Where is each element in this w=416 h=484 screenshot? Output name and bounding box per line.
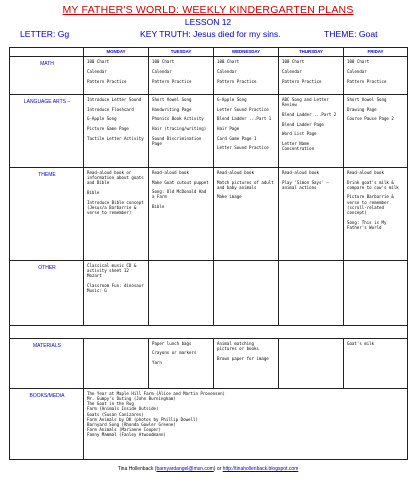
plan-entry: 100 Chart (87, 59, 110, 65)
book-item: Goats (Susan Canizares) (87, 411, 144, 417)
letter-label: LETTER: Gg (20, 29, 70, 39)
plan-entry: Pattern Practice (347, 78, 387, 84)
plan-entry: Bible (152, 204, 165, 209)
plan-entry: Blend Ladder ...Part 1 (217, 116, 272, 122)
row-label: BOOKS/MEDIA (10, 388, 84, 459)
day-header-monday: MONDAY (84, 48, 149, 57)
plan-cell (279, 95, 344, 168)
plan-entry: Introduce Flashcard (87, 106, 134, 112)
day-header-row (10, 48, 408, 57)
plan-entry: Read-aloud book (282, 170, 319, 176)
plan-cell (344, 260, 408, 325)
plan-entry: Letter Sound Practice (217, 145, 269, 151)
plan-entry: Pattern Practice (152, 78, 192, 84)
spacer-cell (10, 325, 408, 338)
row-label: THEME (10, 168, 84, 261)
plan-entry: Pattern Practice (87, 78, 127, 84)
book-item: Farm Animals by DK (photos by Phillip Dowell) (87, 416, 198, 422)
plan-entry: Phonics Book Activity (152, 116, 204, 122)
plan-entry: Drink goat's milk & compare to cow's milk (347, 179, 399, 190)
plan-cell (149, 338, 214, 388)
plan-entry: Picture Game Page (87, 125, 129, 131)
plan-cell (214, 260, 279, 325)
plan-entry: Word List Page (282, 131, 317, 137)
corner-cell (10, 48, 84, 57)
plan-entry: Read-aloud book (152, 170, 189, 176)
plan-cell (279, 168, 344, 261)
plan-entry: Short Vowel Song (347, 97, 387, 103)
plan-cell (279, 338, 344, 388)
plan-cell (84, 338, 149, 388)
plan-entry: Calendar (217, 69, 237, 75)
book-item: Farm Animals (Marianne Cooper) (87, 427, 161, 433)
day-header-friday: FRIDAY (344, 48, 408, 57)
row-label: OTHER (10, 260, 84, 325)
plan-entry: 100 Chart (152, 59, 175, 65)
plan-entry: Introduce Bible concept (Jesus/a Barbarrie & verse to remember) (87, 199, 144, 216)
plan-entry: Song: Old McDonald Had a Farm (152, 189, 207, 200)
plan-entry: Song: This is My Father's World (347, 219, 387, 230)
plan-entry: Letter Sound Practice (217, 106, 269, 112)
plan-entry: Short Vowel Song (152, 97, 192, 103)
plan-entry: Calendar (347, 69, 367, 75)
plan-row-4 (10, 338, 408, 388)
page-title: MY FATHER'S WORLD: WEEKLY KINDERGARTEN PLANS (62, 4, 354, 16)
plan-cell (344, 95, 408, 168)
plan-cell (149, 57, 214, 95)
plan-entry: Calendar (87, 69, 107, 75)
plan-cell (84, 168, 149, 261)
plan-entry: Calendar (282, 69, 302, 75)
plan-cell (149, 95, 214, 168)
plan-entry: Pattern Practice (282, 78, 322, 84)
theme-label: THEME: Goat (324, 29, 378, 39)
plan-cell (344, 57, 408, 95)
plan-entry: Read-aloud book or information about goats and Bible (87, 170, 144, 186)
page-header (0, 4, 416, 28)
plan-entry: Make image (217, 194, 242, 200)
plan-entry: Pattern Practice (217, 78, 257, 84)
footer-blog-link[interactable]: http://tinahollenback.blogspot.com (222, 466, 299, 472)
lesson-number: LESSON 12 (184, 17, 232, 27)
row-label: MATERIALS (10, 338, 84, 388)
book-item: Fanny Mammal (Fanley Atwoodmann) (87, 432, 166, 438)
plan-entry: G-Apple Song (217, 97, 247, 103)
day-header-thursday: THURSDAY (279, 48, 344, 57)
plan-cell (214, 338, 279, 388)
book-item: Farm (Animals Inside Outside) (87, 406, 159, 412)
day-header-tuesday: TUESDAY (149, 48, 214, 57)
plan-entry: Picture Barbarrie & verse to remember (scroll-related concept) (347, 194, 394, 216)
row-label: MATH (10, 57, 84, 95)
plan-entry: Match pictures of adult and baby animals (217, 179, 274, 190)
book-item: Barnyard Song (Rhonda Gowler Greene) (87, 421, 176, 427)
plan-entry: Crayons or markers (152, 350, 197, 356)
plan-cell (84, 260, 149, 325)
plan-cell (84, 57, 149, 95)
plan-entry: Goat's milk (347, 340, 375, 346)
plan-entry: Blend Ladder ...Part 2 (282, 111, 337, 117)
plan-entry: ABC Song and Letter Review (282, 97, 329, 108)
plan-row-2 (10, 168, 408, 261)
plan-entry: Hair Page (217, 125, 240, 131)
plan-entry: Yarn (152, 360, 162, 366)
plan-cell (214, 95, 279, 168)
plan-cell (279, 260, 344, 325)
info-line (8, 29, 408, 41)
plan-cell (84, 95, 149, 168)
plan-entry: Bible (87, 190, 100, 196)
plan-entry: Brown paper for image (217, 355, 269, 361)
row-label: LANGUAGE ARTS – (10, 95, 84, 168)
plan-cell (214, 168, 279, 261)
plan-row-3 (10, 260, 408, 325)
plan-entry: Handwriting Page (152, 106, 192, 112)
plan-entry: G-Apple Song (87, 116, 117, 122)
plan-entry: Classical music CD & activity sheet 12 Mozart (87, 262, 137, 278)
plan-entry: Read-aloud book (217, 170, 254, 176)
plan-row-0 (10, 57, 408, 95)
book-item: The Year at Maple Hill Farm (Alice and Martin Provensen) (87, 390, 226, 396)
footer-email-link[interactable]: barnyardangel@msn.com (156, 466, 214, 472)
spacer-row (10, 325, 408, 338)
plan-cell (279, 57, 344, 95)
plan-entry: Drawing Page (347, 106, 377, 112)
plan-entry: Tactile Letter Activity (87, 135, 144, 141)
plan-entry: Sound Discrimination Page (152, 135, 202, 146)
plan-entry: Letter Name Concentration (282, 140, 315, 151)
plan-entry: 100 Chart (347, 59, 370, 65)
plan-entry: Course Pause Page 2 (347, 116, 394, 122)
plan-entry: Animal matching pictures or books (217, 340, 259, 352)
books-row (10, 388, 408, 459)
plan-cell (344, 338, 408, 388)
day-header-wednesday: WEDNESDAY (214, 48, 279, 57)
plan-entry: Paper lunch bags (152, 340, 192, 346)
plan-cell (344, 168, 408, 261)
key-truth-label: KEY TRUTH: Jesus died for my sins. (140, 29, 281, 39)
footer-author: Tina Hollenback (117, 466, 154, 472)
footer: Tina Hollenback (barnyardangel@msn.com) or http://tinahollenback.blogspot.com (117, 466, 299, 472)
book-item: Mr. Gumpy's Outing (John Burningham) (87, 395, 176, 401)
plan-cell (214, 57, 279, 95)
footer-or: or (216, 466, 222, 472)
plan-entry: Introduce Letter Sound (87, 97, 142, 103)
plan-entry: 100 Chart (282, 59, 305, 65)
plan-cell (149, 260, 214, 325)
weekly-plan-table (9, 47, 408, 460)
plan-entry: Read-aloud book (347, 170, 384, 176)
plan-cell (149, 168, 214, 261)
plan-entry: Make Goat cutout puppet (152, 179, 209, 185)
plan-entry: Card Game Page 1 (217, 135, 257, 141)
book-item: The Goat in the Rug (87, 401, 134, 407)
plan-row-1 (10, 95, 408, 168)
plan-entry: Play 'Simon Says' – animal actions (282, 179, 329, 190)
plan-entry: Blend Ladder Page (282, 121, 324, 127)
books-cell (84, 388, 408, 459)
plan-entry: Classroom Fun: dinosaur Music: G (87, 282, 144, 293)
plan-entry: Hair (tracing/writing) (152, 125, 207, 131)
plan-entry: 100 Chart (217, 59, 240, 65)
plan-entry: Calendar (152, 69, 172, 75)
